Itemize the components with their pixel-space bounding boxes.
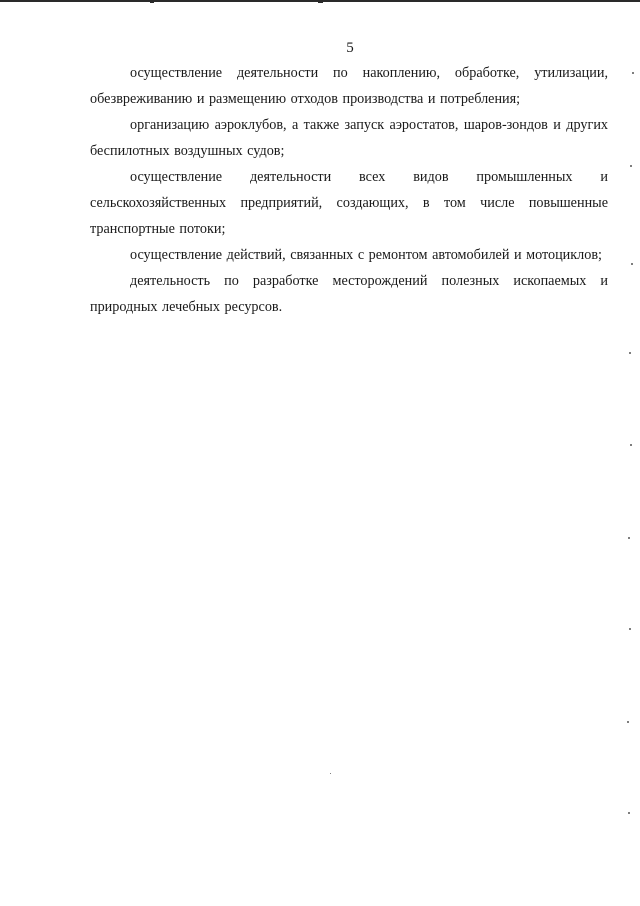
scan-speck (628, 537, 630, 539)
paragraph-vehicle-repair: осуществление действий, связанных с ремонтом автомобилей и мотоциклов; (130, 247, 602, 263)
scan-speck (632, 72, 634, 74)
paragraph-enterprises: осуществление деятельности всех видов промышленных и сельскохозяйственных предприятий, создающих, в том числе повышенные транспортные потоки; (90, 169, 608, 237)
paragraph-aeroclubs: организацию аэроклубов, а также запуск аэростатов, шаров-зондов и других беспилотных воздушных судов; (90, 117, 608, 159)
scan-edge-mark (318, 0, 323, 3)
paragraph-waste-management: осуществление деятельности по накоплению, обработке, утилизации, обезвреживанию и размещению отходов производства и потребления; (90, 65, 608, 107)
scan-speck (627, 721, 629, 723)
scan-speck (630, 444, 632, 446)
paragraph-mineral-extraction: деятельность по разработке месторождений полезных ископаемых и природных лечебных ресурсов. (90, 273, 608, 315)
scan-speck (629, 352, 631, 354)
scan-edge-mark (150, 0, 154, 3)
scan-speck (631, 263, 633, 265)
scan-speck (628, 812, 630, 814)
scan-speck (629, 628, 631, 630)
scan-speck (330, 773, 331, 774)
scan-speck (630, 165, 632, 167)
page-number: 5 (346, 40, 354, 56)
document-body (90, 60, 608, 320)
